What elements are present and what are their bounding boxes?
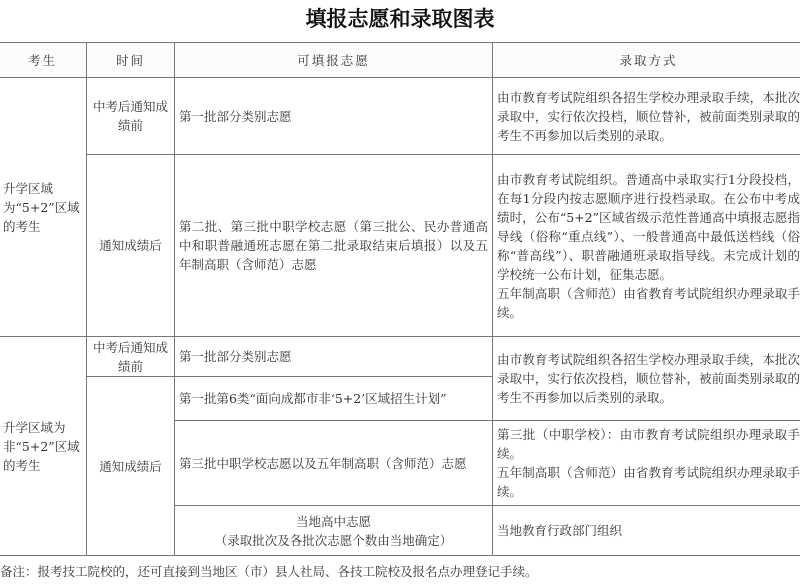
group2-admission-local: 当地教育行政部门组织 (493, 506, 800, 556)
group1-student: 升学区域为“5+2”区域的考生 (0, 78, 87, 337)
group2-student: 升学区域为非“5+2”区域的考生 (0, 337, 87, 556)
page-title: 填报志愿和录取图表 (305, 7, 495, 31)
header-choices: 可填报志愿 (175, 43, 493, 78)
footnote: 备注：报考技工院校的，还可直接到当地区（市）县人社局、各技工院校及报名点办理登记手续。 (0, 564, 538, 579)
header-admission: 录取方式 (493, 43, 800, 78)
group2-time-before: 中考后通知成绩前 (87, 337, 175, 377)
header-time: 时间 (87, 43, 175, 78)
header-student: 考生 (0, 43, 87, 78)
group1-admission-first: 由市教育考试院组织各招生学校办理录取手续，本批次录取中，实行依次投档，顺位替补，被前面类别录取的考生不再参加以后类别的录取。 (493, 78, 800, 155)
group2-choice-third: 第三批中职学校志愿以及五年制高职（含师范）志愿 (175, 421, 493, 506)
group1-time-before: 中考后通知成绩前 (87, 78, 175, 155)
table-row (0, 155, 800, 337)
group1-choice-second: 第二批、第三批中职学校志愿（第三批公、民办普通高中和职普融通班志愿在第二批录取结束后填报）以及五年制高职（含师范）志愿 (175, 155, 493, 337)
admission-table (0, 42, 800, 556)
group2-admission-third-part1: 第三批（中职学校）：由市教育考试院组织办理录取手续。 (497, 427, 800, 461)
group2-choice-first: 第一批部分类别志愿 (175, 337, 493, 377)
group1-admission-second (493, 155, 800, 337)
group1-time-after: 通知成绩后 (87, 155, 175, 337)
group2-admission-first: 由市教育考试院组织各招生学校办理录取手续，本批次录取中，实行依次投档，顺位替补，被前面类别录取的考生不再参加以后类别的录取。 (493, 337, 800, 421)
table-row (0, 78, 800, 155)
table-header-row (0, 43, 800, 78)
group2-choice-local (175, 506, 493, 556)
group2-choice-local-title: 当地高中志愿 (295, 513, 371, 529)
group2-admission-third (493, 421, 800, 506)
group2-choice-category6: 第一批第6类“面向成都市非‘5+2’区域招生计划” (175, 377, 493, 421)
group1-choice-first: 第一批部分类别志愿 (175, 78, 493, 155)
group2-admission-third-part2: 五年制高职（含师范）由省教育考试院组织办理录取手续。 (497, 465, 800, 499)
group1-admission-second-part1: 由市教育考试院组织。普通高中录取实行1分段投档，在每1分段内按志愿顺序进行投档录取。在公布中考成绩时，公布“5+2”区域省级示范性普通高中填报志愿指导线（俗称“重点线”）、一般普通高中最低送档线（俗称“普高线”）、职普融通班录取指导线。未完成计划的学校统一公布计划，征集志愿。 (497, 171, 800, 282)
group2-choice-local-sub: （录取批次及各批次志愿个数由当地确定） (214, 532, 453, 548)
group1-admission-second-part2: 五年制高职（含师范）由省教育考试院组织办理录取手续。 (497, 285, 800, 320)
table-row (0, 337, 800, 377)
group2-time-after: 通知成绩后 (87, 377, 175, 556)
